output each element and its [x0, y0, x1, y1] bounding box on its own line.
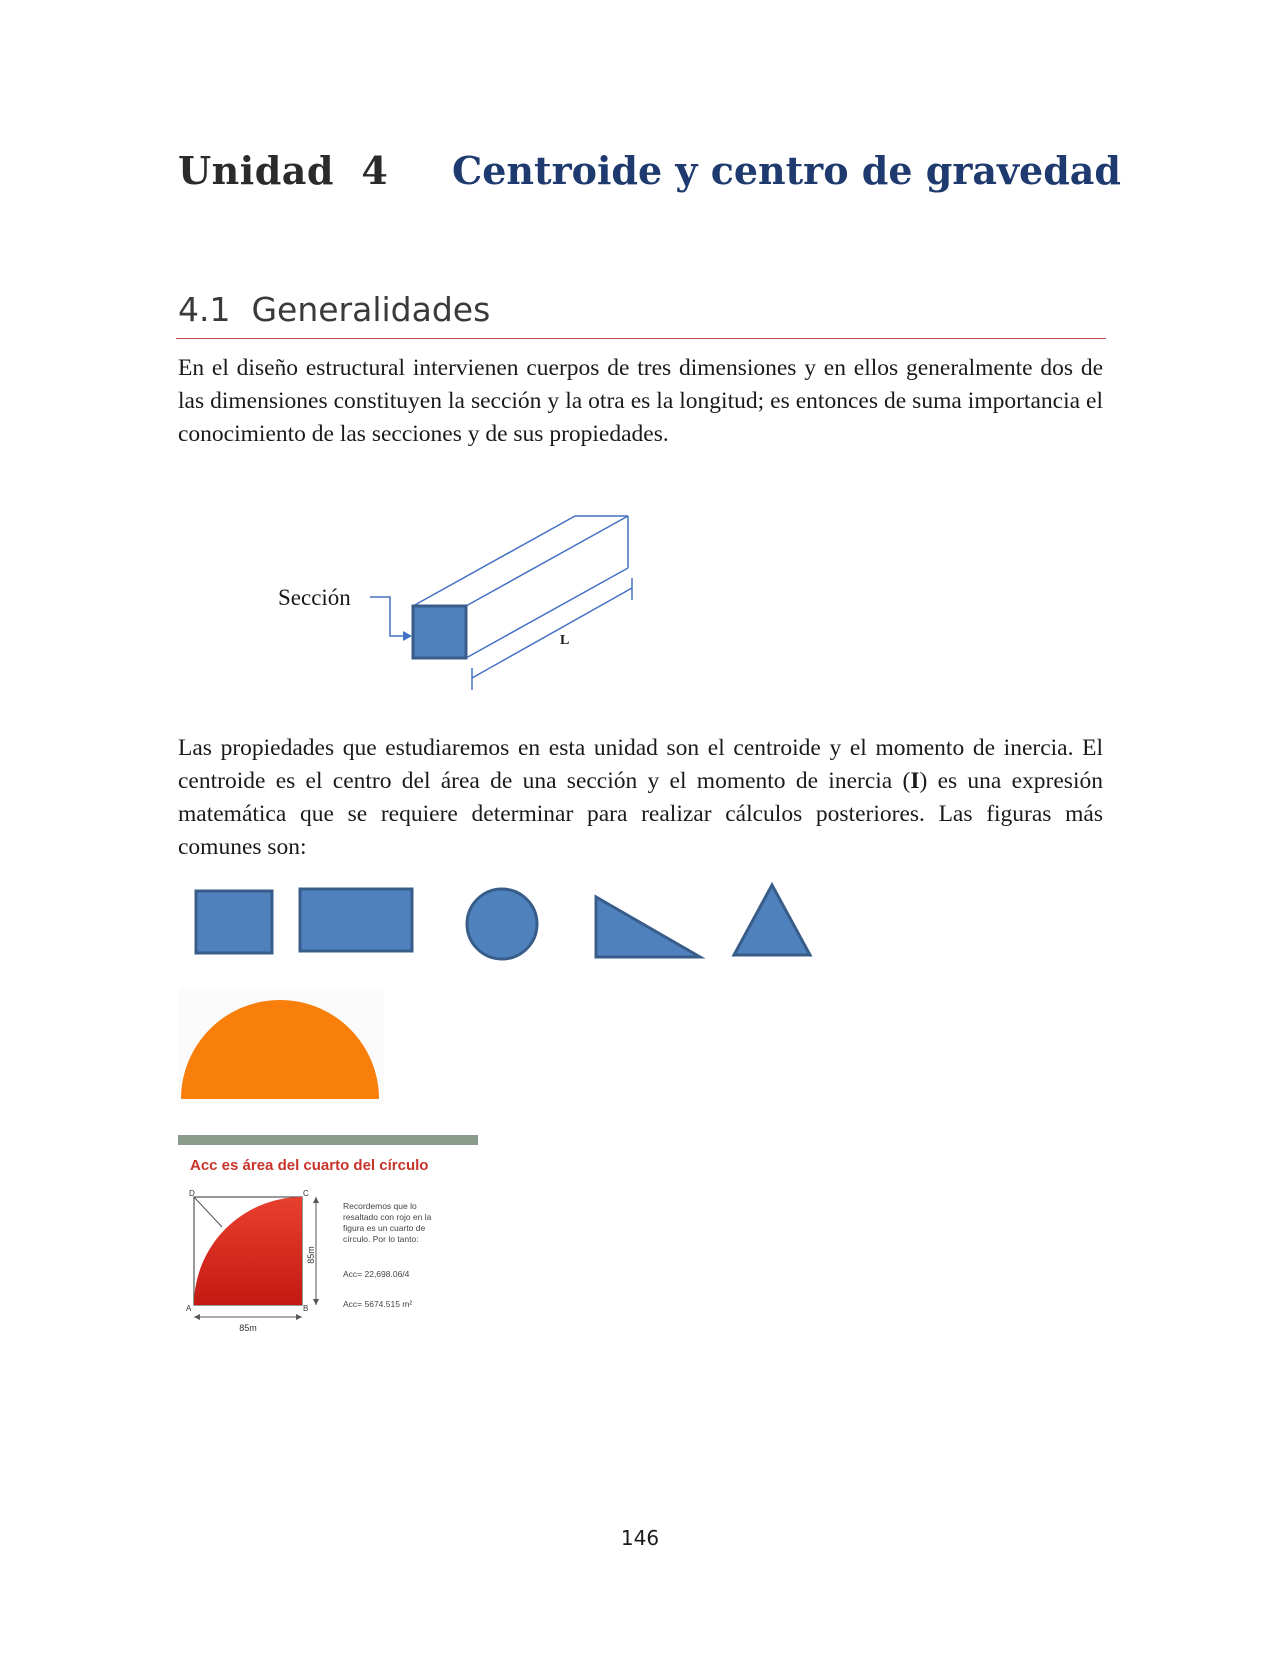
- section-divider: [176, 338, 1106, 339]
- properties-text-2: ) es una expresión matemática que se requiere determinar para realizar cálculos posteriores. Las figuras más comunes son:: [178, 768, 1103, 860]
- figure-top-bar: [178, 1135, 478, 1145]
- inertia-symbol: I: [910, 768, 920, 794]
- intro-paragraph: En el diseño estructural intervienen cuerpos de tres dimensiones y en ellos generalmente dos de las dimensiones constituyen la sección y la otra es la longitud; es entonces de suma importancia el conocimiento de las secciones y de sus propiedades.: [178, 355, 1103, 447]
- formula-1: Acc= 22,698.06/4: [343, 1269, 410, 1279]
- corner-b: B: [303, 1304, 309, 1313]
- common-shapes: [178, 875, 818, 975]
- corner-d: D: [189, 1189, 195, 1198]
- quarter-circle-diagram: [176, 1187, 326, 1337]
- quarter-title: Acc es área del cuarto del círculo: [190, 1157, 429, 1174]
- quarter-note: [343, 1201, 463, 1245]
- right-triangle-shape: [596, 897, 700, 957]
- note-line: resaltado con rojo en la: [343, 1212, 432, 1222]
- corner-c: C: [303, 1189, 309, 1198]
- circle-shape: [467, 889, 537, 959]
- note-line: círculo. Por lo tanto:: [343, 1234, 419, 1244]
- quarter-circle-figure: [176, 1135, 478, 1341]
- properties-paragraph: [178, 732, 1103, 864]
- section-square: [413, 606, 466, 658]
- section-heading: 4.1 Generalidades: [178, 290, 491, 329]
- section-label: Sección: [278, 585, 351, 610]
- properties-text-1: Las propiedades que estudiaremos en esta unidad son el centroide y el momento de inercia. El centroide es el centro del área de una sección y el momento de inercia (: [178, 735, 1103, 794]
- square-shape: [196, 891, 272, 953]
- dim-vertical: 85m: [306, 1246, 316, 1264]
- corner-a: A: [186, 1304, 192, 1313]
- note-line: figura es un cuarto de: [343, 1223, 426, 1233]
- rectangle-shape: [300, 889, 412, 951]
- unit-label: Unidad 4: [178, 148, 389, 193]
- length-label: L: [560, 633, 570, 648]
- semicircle-shape: [178, 988, 384, 1104]
- formula-2: Acc= 5674.515 m²: [343, 1299, 413, 1309]
- page-number: 146: [620, 1526, 660, 1550]
- dim-horizontal: 85m: [239, 1323, 257, 1333]
- triangle-shape: [734, 885, 810, 955]
- beam-section-diagram: [260, 500, 680, 700]
- unit-title: Centroide y centro de gravedad: [452, 148, 1121, 193]
- note-line: Recordemos que lo: [343, 1201, 417, 1211]
